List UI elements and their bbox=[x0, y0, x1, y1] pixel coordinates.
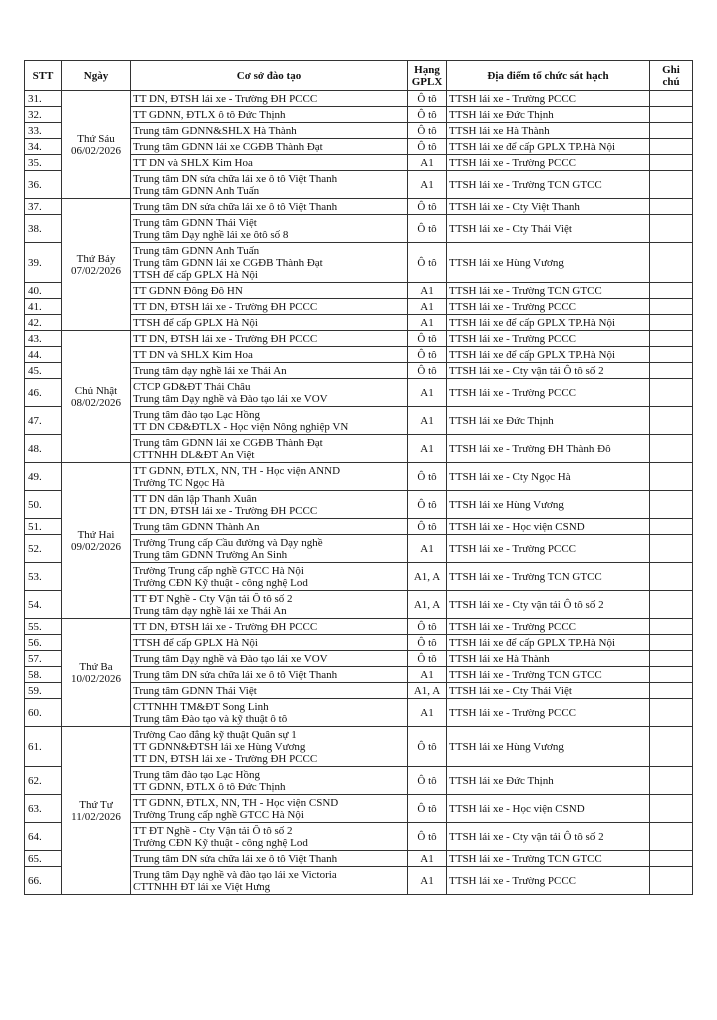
cell-hang-gplx: A1, A bbox=[408, 683, 447, 699]
cell-ghi-chu bbox=[650, 123, 693, 139]
cell-hang-gplx: Ô tô bbox=[408, 635, 447, 651]
cell-co-so bbox=[131, 635, 408, 651]
cell-ghi-chu bbox=[650, 171, 693, 199]
co-so-line: TT GDNN, ĐTLX ô tô Đức Thịnh bbox=[133, 780, 286, 793]
cell-co-so bbox=[131, 435, 408, 463]
cell-dia-diem: TTSH lái xe - Trường PCCC bbox=[447, 91, 650, 107]
co-so-line: Trung tâm đào tạo Lạc Hồng bbox=[133, 408, 260, 421]
cell-day bbox=[62, 619, 131, 727]
cell-stt: 36. bbox=[25, 171, 62, 199]
cell-hang-gplx: Ô tô bbox=[408, 347, 447, 363]
co-so-line: Trường Trung cấp nghề GTCC Hà Nội bbox=[133, 808, 304, 821]
day-label-line: 06/02/2026 bbox=[70, 144, 122, 157]
cell-hang-gplx: Ô tô bbox=[408, 331, 447, 347]
cell-stt: 39. bbox=[25, 243, 62, 283]
cell-co-so bbox=[131, 823, 408, 851]
co-so-line: TT DN, ĐTSH lái xe - Trường ĐH PCCC bbox=[133, 752, 318, 765]
cell-ghi-chu bbox=[650, 215, 693, 243]
cell-hang-gplx: A1, A bbox=[408, 563, 447, 591]
cell-ghi-chu bbox=[650, 347, 693, 363]
cell-dia-diem: TTSH lái xe để cấp GPLX TP.Hà Nội bbox=[447, 315, 650, 331]
cell-ghi-chu bbox=[650, 667, 693, 683]
cell-dia-diem: TTSH lái xe - Trường TCN GTCC bbox=[447, 171, 650, 199]
day-label-line: Thứ Hai bbox=[77, 528, 115, 541]
cell-dia-diem: TTSH lái xe - Trường TCN GTCC bbox=[447, 667, 650, 683]
co-so-line: Trường CĐN Kỹ thuật - công nghệ Lod bbox=[133, 836, 308, 849]
co-so-line: Trung tâm GDNN Anh Tuấn bbox=[133, 184, 260, 197]
cell-hang-gplx: A1 bbox=[408, 155, 447, 171]
cell-stt: 48. bbox=[25, 435, 62, 463]
cell-ghi-chu bbox=[650, 315, 693, 331]
cell-stt: 33. bbox=[25, 123, 62, 139]
cell-ghi-chu bbox=[650, 727, 693, 767]
cell-stt: 40. bbox=[25, 283, 62, 299]
cell-dia-diem: TTSH lái xe Đức Thịnh bbox=[447, 107, 650, 123]
cell-dia-diem: TTSH lái xe - Cty vận tải Ô tô số 2 bbox=[447, 591, 650, 619]
cell-hang-gplx: A1 bbox=[408, 315, 447, 331]
co-so-line: CTTNHH ĐT lái xe Việt Hưng bbox=[133, 880, 271, 893]
cell-dia-diem: TTSH lái xe Đức Thịnh bbox=[447, 767, 650, 795]
cell-ghi-chu bbox=[650, 463, 693, 491]
cell-stt: 37. bbox=[25, 199, 62, 215]
cell-ghi-chu bbox=[650, 199, 693, 215]
cell-hang-gplx: Ô tô bbox=[408, 727, 447, 767]
cell-ghi-chu bbox=[650, 795, 693, 823]
cell-dia-diem: TTSH lái xe Hùng Vương bbox=[447, 243, 650, 283]
co-so-line: Trung tâm Dạy nghề và Đào tạo lái xe VOV bbox=[133, 652, 328, 665]
cell-hang-gplx: A1 bbox=[408, 851, 447, 867]
header-stt: STT bbox=[25, 61, 62, 91]
cell-hang-gplx: Ô tô bbox=[408, 795, 447, 823]
co-so-line: Trung tâm đào tạo Lạc Hồng bbox=[133, 768, 260, 781]
cell-ghi-chu bbox=[650, 379, 693, 407]
cell-hang-gplx: Ô tô bbox=[408, 243, 447, 283]
cell-dia-diem: TTSH lái xe - Trường PCCC bbox=[447, 699, 650, 727]
co-so-line: Trường Trung cấp Cầu đường và Dạy nghề bbox=[133, 536, 323, 549]
cell-day bbox=[62, 463, 131, 619]
co-so-line: Trung tâm Dạy nghề và Đào tạo lái xe VOV bbox=[133, 392, 328, 405]
cell-stt: 65. bbox=[25, 851, 62, 867]
table-row bbox=[25, 199, 693, 215]
cell-stt: 64. bbox=[25, 823, 62, 851]
day-label-line: 10/02/2026 bbox=[70, 672, 122, 685]
cell-ghi-chu bbox=[650, 867, 693, 895]
cell-dia-diem: TTSH lái xe - Trường PCCC bbox=[447, 331, 650, 347]
cell-hang-gplx: A1 bbox=[408, 299, 447, 315]
cell-ghi-chu bbox=[650, 491, 693, 519]
cell-ghi-chu bbox=[650, 851, 693, 867]
cell-day bbox=[62, 91, 131, 199]
cell-stt: 58. bbox=[25, 667, 62, 683]
cell-dia-diem: TTSH lái xe - Trường ĐH Thành Đô bbox=[447, 435, 650, 463]
co-so-line: TT GDNN, ĐTLX, NN, TH - Học viện ANND bbox=[133, 464, 341, 477]
cell-co-so bbox=[131, 199, 408, 215]
cell-co-so bbox=[131, 651, 408, 667]
co-so-line: CTTNHH DL&ĐT An Việt bbox=[133, 448, 255, 461]
cell-co-so bbox=[131, 463, 408, 491]
cell-ghi-chu bbox=[650, 563, 693, 591]
co-so-line: TT ĐT Nghề - Cty Vận tải Ô tô số 2 bbox=[133, 592, 293, 605]
cell-stt: 63. bbox=[25, 795, 62, 823]
cell-co-so bbox=[131, 795, 408, 823]
cell-dia-diem: TTSH lái xe - Học viện CSND bbox=[447, 795, 650, 823]
cell-co-so bbox=[131, 107, 408, 123]
cell-co-so bbox=[131, 591, 408, 619]
cell-dia-diem: TTSH lái xe - Cty Việt Thanh bbox=[447, 199, 650, 215]
cell-co-so bbox=[131, 619, 408, 635]
co-so-line: Trung tâm dạy nghề lái xe Thái An bbox=[133, 364, 287, 377]
cell-dia-diem: TTSH lái xe - Cty vận tải Ô tô số 2 bbox=[447, 363, 650, 379]
co-so-line: Trung tâm GDNN Trường An Sinh bbox=[133, 548, 288, 561]
table-row bbox=[25, 91, 693, 107]
co-so-line: Trung tâm GDNN lái xe CGĐB Thành Đạt bbox=[133, 140, 323, 153]
co-so-line: Trung tâm GDNN lái xe CGĐB Thành Đạt bbox=[133, 256, 323, 269]
cell-stt: 56. bbox=[25, 635, 62, 651]
cell-ghi-chu bbox=[650, 299, 693, 315]
cell-ghi-chu bbox=[650, 683, 693, 699]
cell-dia-diem: TTSH lái xe - Trường TCN GTCC bbox=[447, 563, 650, 591]
cell-stt: 46. bbox=[25, 379, 62, 407]
cell-dia-diem: TTSH lái xe - Cty Thái Việt bbox=[447, 683, 650, 699]
cell-co-so bbox=[131, 215, 408, 243]
cell-ghi-chu bbox=[650, 699, 693, 727]
co-so-line: TT GDNN&ĐTSH lái xe Hùng Vương bbox=[133, 740, 306, 753]
cell-co-so bbox=[131, 283, 408, 299]
co-so-line: TT DN, ĐTSH lái xe - Trường ĐH PCCC bbox=[133, 504, 318, 517]
cell-stt: 43. bbox=[25, 331, 62, 347]
table-row bbox=[25, 619, 693, 635]
cell-ghi-chu bbox=[650, 823, 693, 851]
table-row bbox=[25, 331, 693, 347]
co-so-line: Trung tâm DN sửa chữa lái xe ô tô Việt Thanh bbox=[133, 668, 338, 681]
cell-co-so bbox=[131, 519, 408, 535]
co-so-line: Trung tâm GDNN Thái Việt bbox=[133, 216, 257, 229]
cell-co-so bbox=[131, 667, 408, 683]
cell-co-so bbox=[131, 315, 408, 331]
co-so-line: TTSH để cấp GPLX Hà Nội bbox=[133, 636, 258, 649]
cell-ghi-chu bbox=[650, 519, 693, 535]
cell-hang-gplx: A1, A bbox=[408, 591, 447, 619]
day-label-line: Thứ Ba bbox=[79, 660, 113, 673]
cell-day bbox=[62, 331, 131, 463]
cell-hang-gplx: Ô tô bbox=[408, 215, 447, 243]
cell-stt: 44. bbox=[25, 347, 62, 363]
cell-dia-diem: TTSH lái xe Hùng Vương bbox=[447, 491, 650, 519]
cell-stt: 50. bbox=[25, 491, 62, 519]
cell-day bbox=[62, 199, 131, 331]
co-so-line: TT ĐT Nghề - Cty Vận tải Ô tô số 2 bbox=[133, 824, 293, 837]
cell-dia-diem: TTSH lái xe - Cty Thái Việt bbox=[447, 215, 650, 243]
cell-hang-gplx: A1 bbox=[408, 867, 447, 895]
co-so-line: TT DN, ĐTSH lái xe - Trường ĐH PCCC bbox=[133, 620, 318, 633]
co-so-line: TT GDNN Đông Đô HN bbox=[133, 284, 243, 297]
cell-ghi-chu bbox=[650, 407, 693, 435]
day-label-line: 07/02/2026 bbox=[70, 264, 122, 277]
cell-stt: 31. bbox=[25, 91, 62, 107]
co-so-line: Trường Cao đẳng kỹ thuật Quân sự 1 bbox=[133, 728, 297, 741]
table-row bbox=[25, 727, 693, 767]
cell-stt: 54. bbox=[25, 591, 62, 619]
cell-ghi-chu bbox=[650, 139, 693, 155]
cell-ghi-chu bbox=[650, 635, 693, 651]
cell-stt: 51. bbox=[25, 519, 62, 535]
cell-ghi-chu bbox=[650, 283, 693, 299]
cell-ghi-chu bbox=[650, 363, 693, 379]
cell-dia-diem: TTSH lái xe - Trường PCCC bbox=[447, 867, 650, 895]
cell-hang-gplx: A1 bbox=[408, 283, 447, 299]
cell-ghi-chu bbox=[650, 591, 693, 619]
cell-dia-diem: TTSH lái xe - Trường TCN GTCC bbox=[447, 851, 650, 867]
day-label-line: 09/02/2026 bbox=[70, 540, 122, 553]
day-label-line: Thứ Sáu bbox=[77, 132, 115, 145]
day-label-line: Thứ Bảy bbox=[76, 252, 116, 265]
cell-hang-gplx: Ô tô bbox=[408, 491, 447, 519]
header-ghi-chu-line: chú bbox=[662, 75, 680, 88]
cell-hang-gplx: A1 bbox=[408, 699, 447, 727]
cell-dia-diem: TTSH lái xe để cấp GPLX TP.Hà Nội bbox=[447, 635, 650, 651]
co-so-line: TT DN và SHLX Kim Hoa bbox=[133, 156, 253, 169]
cell-co-so bbox=[131, 867, 408, 895]
header-ghi-chu bbox=[650, 61, 693, 91]
cell-co-so bbox=[131, 491, 408, 519]
co-so-line: Trung tâm GDNN Thái Việt bbox=[133, 684, 257, 697]
co-so-line: TT DN dân lập Thanh Xuân bbox=[133, 492, 257, 505]
cell-dia-diem: TTSH lái xe để cấp GPLX TP.Hà Nội bbox=[447, 139, 650, 155]
cell-dia-diem: TTSH lái xe - Trường TCN GTCC bbox=[447, 283, 650, 299]
day-label-line: Thứ Tư bbox=[79, 798, 113, 811]
cell-dia-diem: TTSH lái xe - Trường PCCC bbox=[447, 619, 650, 635]
cell-ghi-chu bbox=[650, 107, 693, 123]
cell-hang-gplx: A1 bbox=[408, 435, 447, 463]
cell-hang-gplx: Ô tô bbox=[408, 823, 447, 851]
cell-dia-diem: TTSH lái xe để cấp GPLX TP.Hà Nội bbox=[447, 347, 650, 363]
cell-ghi-chu bbox=[650, 535, 693, 563]
cell-co-so bbox=[131, 535, 408, 563]
cell-dia-diem: TTSH lái xe - Trường PCCC bbox=[447, 155, 650, 171]
cell-co-so bbox=[131, 683, 408, 699]
header-co-so: Cơ sở đào tạo bbox=[131, 61, 408, 91]
cell-dia-diem: TTSH lái xe - Cty vận tải Ô tô số 2 bbox=[447, 823, 650, 851]
co-so-line: TT DN, ĐTSH lái xe - Trường ĐH PCCC bbox=[133, 332, 318, 345]
co-so-line: Trung tâm GDNN Anh Tuấn bbox=[133, 244, 260, 257]
cell-hang-gplx: Ô tô bbox=[408, 651, 447, 667]
cell-hang-gplx: Ô tô bbox=[408, 463, 447, 491]
cell-ghi-chu bbox=[650, 435, 693, 463]
day-label-line: Chủ Nhật bbox=[74, 384, 118, 397]
co-so-line: CTCP GD&ĐT Thái Châu bbox=[133, 380, 251, 393]
cell-co-so bbox=[131, 347, 408, 363]
cell-hang-gplx: Ô tô bbox=[408, 619, 447, 635]
cell-stt: 41. bbox=[25, 299, 62, 315]
cell-stt: 38. bbox=[25, 215, 62, 243]
cell-stt: 61. bbox=[25, 727, 62, 767]
co-so-line: Trường TC Ngọc Hà bbox=[133, 476, 225, 489]
cell-day bbox=[62, 727, 131, 895]
day-label-line: 11/02/2026 bbox=[71, 810, 121, 823]
co-so-line: TT DN, ĐTSH lái xe - Trường ĐH PCCC bbox=[133, 300, 318, 313]
cell-hang-gplx: A1 bbox=[408, 407, 447, 435]
cell-stt: 62. bbox=[25, 767, 62, 795]
cell-ghi-chu bbox=[650, 767, 693, 795]
cell-hang-gplx: Ô tô bbox=[408, 519, 447, 535]
co-so-line: Trung tâm GDNN&SHLX Hà Thành bbox=[133, 124, 297, 137]
cell-stt: 32. bbox=[25, 107, 62, 123]
cell-hang-gplx: Ô tô bbox=[408, 107, 447, 123]
header-ngay: Ngày bbox=[62, 61, 131, 91]
cell-stt: 53. bbox=[25, 563, 62, 591]
cell-stt: 47. bbox=[25, 407, 62, 435]
cell-dia-diem: TTSH lái xe - Cty Ngọc Hà bbox=[447, 463, 650, 491]
cell-co-so bbox=[131, 139, 408, 155]
co-so-line: Trung tâm DN sửa chữa lái xe ô tô Việt Thanh bbox=[133, 852, 338, 865]
co-so-line: TTSH để cấp GPLX Hà Nội bbox=[133, 268, 258, 281]
cell-dia-diem: TTSH lái xe - Trường PCCC bbox=[447, 535, 650, 563]
cell-dia-diem: TTSH lái xe Hà Thành bbox=[447, 651, 650, 667]
cell-co-so bbox=[131, 123, 408, 139]
cell-co-so bbox=[131, 767, 408, 795]
co-so-line: Trường Trung cấp nghề GTCC Hà Nội bbox=[133, 564, 304, 577]
cell-stt: 45. bbox=[25, 363, 62, 379]
cell-dia-diem: TTSH lái xe Hùng Vương bbox=[447, 727, 650, 767]
co-so-line: Trung tâm DN sửa chữa lái xe ô tô Việt Thanh bbox=[133, 172, 338, 185]
cell-hang-gplx: A1 bbox=[408, 379, 447, 407]
header-hang-line: GPLX bbox=[411, 75, 443, 88]
co-so-line: Trung tâm dạy nghề lái xe Thái An bbox=[133, 604, 287, 617]
cell-stt: 57. bbox=[25, 651, 62, 667]
cell-ghi-chu bbox=[650, 651, 693, 667]
cell-stt: 66. bbox=[25, 867, 62, 895]
cell-hang-gplx: A1 bbox=[408, 667, 447, 683]
cell-stt: 42. bbox=[25, 315, 62, 331]
cell-co-so bbox=[131, 243, 408, 283]
co-so-line: Trung tâm DN sửa chữa lái xe ô tô Việt Thanh bbox=[133, 200, 338, 213]
cell-hang-gplx: A1 bbox=[408, 535, 447, 563]
header-hang-line: Hạng bbox=[414, 63, 440, 76]
cell-co-so bbox=[131, 171, 408, 199]
cell-dia-diem: TTSH lái xe Hà Thành bbox=[447, 123, 650, 139]
table-row bbox=[25, 463, 693, 491]
cell-dia-diem: TTSH lái xe - Học viện CSND bbox=[447, 519, 650, 535]
co-so-line: Trung tâm Đào tạo và kỹ thuật ô tô bbox=[133, 712, 288, 725]
cell-stt: 35. bbox=[25, 155, 62, 171]
cell-stt: 59. bbox=[25, 683, 62, 699]
cell-co-so bbox=[131, 851, 408, 867]
cell-co-so bbox=[131, 91, 408, 107]
cell-co-so bbox=[131, 407, 408, 435]
schedule-table bbox=[24, 60, 693, 895]
cell-co-so bbox=[131, 727, 408, 767]
cell-stt: 34. bbox=[25, 139, 62, 155]
co-so-line: TT GDNN, ĐTLX, NN, TH - Học viện CSND bbox=[133, 796, 339, 809]
cell-dia-diem: TTSH lái xe - Trường PCCC bbox=[447, 299, 650, 315]
cell-dia-diem: TTSH lái xe Đức Thịnh bbox=[447, 407, 650, 435]
cell-hang-gplx: Ô tô bbox=[408, 91, 447, 107]
cell-stt: 52. bbox=[25, 535, 62, 563]
cell-co-so bbox=[131, 299, 408, 315]
cell-hang-gplx: Ô tô bbox=[408, 139, 447, 155]
header-ghi-chu-line: Ghi bbox=[662, 63, 680, 76]
cell-co-so bbox=[131, 331, 408, 347]
co-so-line: TT DN CĐ&ĐTLX - Học viện Nông nghiệp VN bbox=[133, 420, 349, 433]
cell-hang-gplx: A1 bbox=[408, 171, 447, 199]
header-hang-gplx bbox=[408, 61, 447, 91]
co-so-line: Trung tâm Dạy nghề và đào tạo lái xe Victoria bbox=[133, 868, 337, 881]
co-so-line: TT GDNN, ĐTLX ô tô Đức Thịnh bbox=[133, 108, 286, 121]
co-so-line: TT DN và SHLX Kim Hoa bbox=[133, 348, 253, 361]
header-row bbox=[25, 61, 693, 91]
cell-dia-diem: TTSH lái xe - Trường PCCC bbox=[447, 379, 650, 407]
co-so-line: CTTNHH TM&ĐT Song Linh bbox=[133, 700, 269, 713]
co-so-line: Trường CĐN Kỹ thuật - công nghệ Lod bbox=[133, 576, 308, 589]
cell-co-so bbox=[131, 699, 408, 727]
header-dia-diem: Địa điểm tổ chức sát hạch bbox=[447, 61, 650, 91]
co-so-line: Trung tâm GDNN Thành An bbox=[133, 520, 260, 533]
cell-co-so bbox=[131, 155, 408, 171]
cell-ghi-chu bbox=[650, 619, 693, 635]
co-so-line: Trung tâm Dạy nghề lái xe ôtô số 8 bbox=[133, 228, 289, 241]
cell-hang-gplx: Ô tô bbox=[408, 363, 447, 379]
cell-stt: 49. bbox=[25, 463, 62, 491]
cell-hang-gplx: Ô tô bbox=[408, 767, 447, 795]
cell-ghi-chu bbox=[650, 91, 693, 107]
day-label-line: 08/02/2026 bbox=[70, 396, 122, 409]
cell-co-so bbox=[131, 379, 408, 407]
co-so-line: TTSH để cấp GPLX Hà Nội bbox=[133, 316, 258, 329]
cell-hang-gplx: Ô tô bbox=[408, 123, 447, 139]
cell-stt: 60. bbox=[25, 699, 62, 727]
co-so-line: Trung tâm GDNN lái xe CGĐB Thành Đạt bbox=[133, 436, 323, 449]
cell-co-so bbox=[131, 363, 408, 379]
cell-ghi-chu bbox=[650, 331, 693, 347]
co-so-line: TT DN, ĐTSH lái xe - Trường ĐH PCCC bbox=[133, 92, 318, 105]
cell-hang-gplx: Ô tô bbox=[408, 199, 447, 215]
schedule-body bbox=[25, 91, 693, 895]
cell-co-so bbox=[131, 563, 408, 591]
cell-stt: 55. bbox=[25, 619, 62, 635]
cell-ghi-chu bbox=[650, 155, 693, 171]
cell-ghi-chu bbox=[650, 243, 693, 283]
